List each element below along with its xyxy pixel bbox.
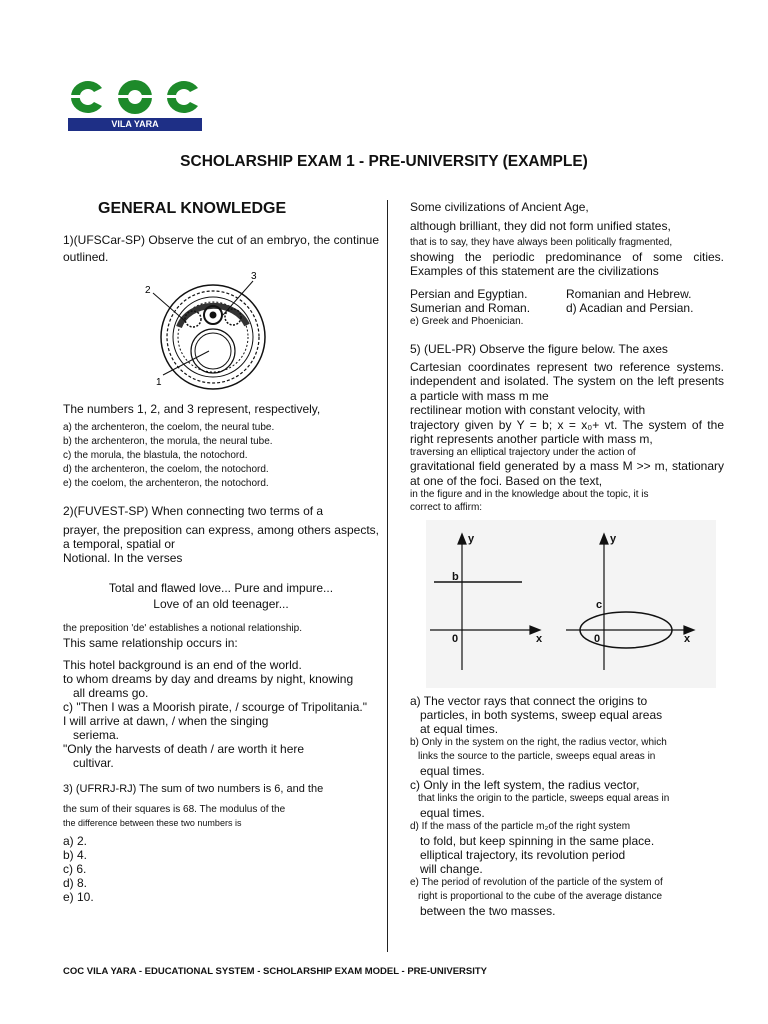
fig-right-origin-label: 0 — [594, 633, 601, 646]
q4-line-2: although brilliant, they did not form unified states, — [410, 219, 671, 234]
q4-option-b: Romanian and Hebrew. — [566, 286, 692, 301]
q2-note-2: This same relationship occurs in: — [63, 636, 238, 651]
q5-option-b-1: b) Only in the system on the right, the radius vector, which — [410, 737, 667, 749]
q5-line-3: rectilinear motion with constant velocity, with — [410, 403, 646, 418]
q4-option-e: e) Greek and Phoenician. — [410, 315, 524, 327]
q4-line-1: Some civilizations of Ancient Age, — [410, 200, 589, 214]
right-column — [410, 199, 724, 918]
q5-option-a-2: particles, in both systems, sweep equal areas — [420, 708, 663, 723]
column-divider — [387, 200, 388, 952]
q2-prompt-b: prayer, the preposition can express, among others aspects, a temporal, spatial or — [63, 522, 379, 551]
fig-label-3: 3 — [251, 270, 257, 282]
q4-line-3: that is to say, they have always been politically fragmented, — [410, 236, 673, 248]
q3-option-c: c) 6. — [63, 861, 87, 876]
q5-option-e-2: right is proportional to the cube of the average distance — [418, 891, 663, 903]
fig-label-2: 2 — [145, 284, 151, 296]
q4-options — [410, 287, 724, 315]
fig-left-origin-label: 0 — [452, 633, 459, 646]
section-heading: GENERAL KNOWLEDGE — [98, 200, 287, 217]
q1-prompt: 1)(UFSCar-SP) Observe the cut of an embryo, the continue outlined. — [63, 233, 379, 265]
q2-option-b-1: to whom dreams by day and dreams by night, knowing — [63, 671, 354, 686]
q1-option-c: c) the morula, the blastula, the notochord. — [63, 450, 248, 462]
q3-prompt-3: the difference between these two numbers is — [63, 818, 242, 829]
embryo-figure — [63, 271, 379, 397]
q5-line-8: correct to affirm: — [410, 502, 483, 514]
page-title: SCHOLARSHIP EXAM 1 - PRE-UNIVERSITY (EXAMPLE) — [180, 153, 588, 170]
q2-option-c: c) "Then I was a Moorish pirate, / scourge of Tripolitania." — [63, 699, 367, 714]
q5-option-a-3: at equal times. — [420, 722, 499, 737]
q5-line-5: traversing an elliptical trajectory under the action of — [410, 447, 636, 459]
fig-right-x-label: x — [684, 633, 691, 646]
q5-option-c-3: equal times. — [420, 806, 485, 821]
q5-option-c-1: c) Only in the left system, the radius vector, — [410, 778, 640, 793]
q5-line-7: in the figure and in the knowledge about the topic, it is — [410, 489, 649, 501]
q2-note: the preposition 'de' establishes a notional relationship. — [63, 623, 302, 635]
q2-option-d-2: seriema. — [73, 727, 120, 742]
q5-line-6: gravitational field generated by a mass M >> m, stationary at one of the foci. Based on the text, — [410, 459, 724, 488]
coc-logo — [68, 76, 202, 133]
q2-option-e-1: "Only the harvests of death / are worth it here — [63, 741, 305, 756]
fig-left-y-label: y — [468, 533, 475, 546]
q5-option-d-2: to fold, but keep spinning in the same place. — [420, 834, 655, 849]
q5-line-4: trajectory given by Y = b; x = x₀+ vt. The system of the right represents another particle with mass m, — [410, 417, 724, 446]
q3-option-e: e) 10. — [63, 889, 94, 904]
q2-quote-line-1: Total and flawed love... Pure and impure... — [108, 580, 334, 595]
q5-option-d-3: elliptical trajectory, its revolution period — [420, 848, 626, 863]
q5-line-1: 5) (UEL-PR) Observe the figure below. The axes — [410, 341, 668, 356]
q2-option-b-2: all dreams go. — [73, 685, 149, 700]
q1-option-e: e) the coelom, the archenteron, the notochord. — [63, 478, 269, 490]
q3-option-d: d) 8. — [63, 875, 88, 890]
q2-option-a: This hotel background is an end of the world. — [63, 657, 302, 672]
q5-option-e-1: e) The period of revolution of the particle of the system of — [410, 877, 663, 889]
q2-prompt-c: Notional. In the verses — [63, 551, 183, 566]
page-footer: COC VILA YARA - EDUCATIONAL SYSTEM - SCHOLARSHIP EXAM MODEL - PRE-UNIVERSITY — [63, 966, 488, 977]
q5-option-e-3: between the two masses. — [420, 904, 556, 919]
q4-option-d: d) Acadian and Persian. — [566, 300, 694, 315]
q5-option-b-2: links the source to the particle, sweeps equal areas in — [418, 751, 656, 763]
q2-quote-line-2: Love of an old teenager... — [153, 596, 289, 611]
fig-label-1: 1 — [156, 376, 162, 388]
fig-right-c-label: c — [596, 599, 603, 612]
q3-prompt-2: the sum of their squares is 68. The modulus of the — [63, 804, 286, 816]
q4-line-4: showing the periodic predominance of some cities. Examples of this statement are the civilizations — [410, 249, 724, 279]
coc-logo-mark — [68, 76, 202, 118]
q2-prompt-a: 2)(FUVEST-SP) When connecting two terms of a — [63, 504, 324, 519]
q5-option-b-3: equal times. — [420, 764, 485, 779]
q2-option-e-2: cultivar. — [73, 755, 114, 770]
reference-systems-figure — [426, 520, 716, 688]
q5-option-d-1: d) If the mass of the particle m₂of the right system — [410, 821, 631, 833]
logo-subtitle: VILA YARA — [68, 118, 202, 131]
q4-option-a: Persian and Egyptian. — [410, 286, 528, 301]
q5-line-2: Cartesian coordinates represent two reference systems. independent and isolated. The system on the left presents a particle with mass m me — [410, 359, 724, 403]
q1-option-b: b) the archenteron, the morula, the neural tube. — [63, 436, 273, 448]
fig-left-b-label: b — [452, 571, 459, 584]
q3-prompt: 3) (UFRRJ-RJ) The sum of two numbers is 6, and the — [63, 782, 324, 795]
q1-stem: The numbers 1, 2, and 3 represent, respectively, — [63, 401, 321, 416]
q2-option-d-1: I will arrive at dawn, / when the singing — [63, 713, 269, 728]
q4-option-c: Sumerian and Roman. — [410, 300, 531, 315]
q5-option-c-2: that links the origin to the particle, sweeps equal areas in — [418, 793, 670, 805]
q5-option-d-4: will change. — [420, 862, 483, 877]
q3-option-a: a) 2. — [63, 833, 88, 848]
left-column — [63, 200, 379, 904]
fig-right-y-label: y — [610, 533, 617, 546]
q1-option-a: a) the archenteron, the coelom, the neural tube. — [63, 422, 275, 434]
fig-left-x-label: x — [536, 633, 543, 646]
q3-option-b: b) 4. — [63, 847, 88, 862]
q5-option-a-1: a) The vector rays that connect the origins to — [410, 694, 648, 709]
q1-option-d: d) the archenteron, the coelom, the notochord. — [63, 464, 269, 476]
